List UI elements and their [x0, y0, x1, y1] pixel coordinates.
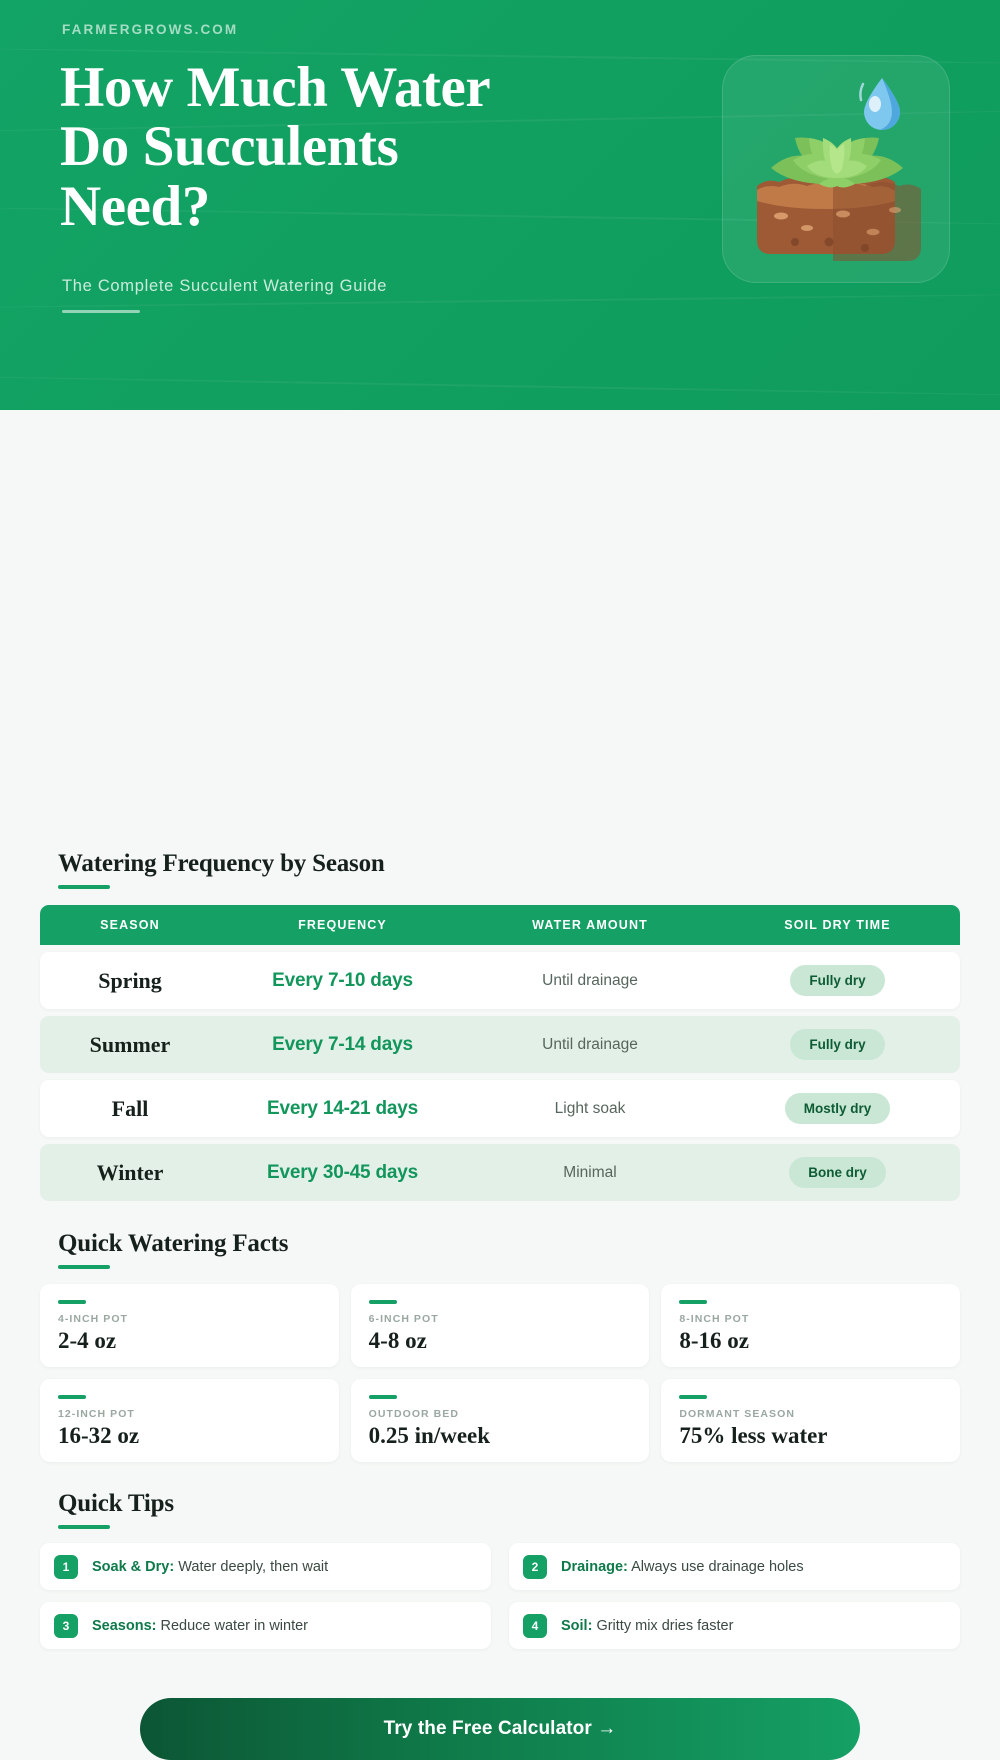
fact-label: 8-INCH POT — [679, 1313, 750, 1325]
quick-facts-grid — [40, 1284, 960, 1462]
fact-card — [661, 1284, 960, 1367]
amount-cell: Until drainage — [542, 971, 638, 989]
tips-section-title: Quick Tips — [58, 1490, 174, 1517]
frequency-cell: Every 7-14 days — [272, 1033, 413, 1055]
dry-time-cell — [715, 1157, 960, 1188]
tip-text — [561, 1559, 804, 1575]
fact-value: 75% less water — [679, 1423, 828, 1448]
season-cell: Summer — [89, 1031, 171, 1057]
tip-body: Gritty mix dries faster — [592, 1617, 734, 1634]
frequency-cell: Every 7-10 days — [272, 969, 413, 991]
season-cell: Winter — [96, 1159, 164, 1185]
dry-time-cell — [715, 1093, 960, 1124]
fact-label: DORMANT SEASON — [679, 1408, 795, 1420]
fact-label: OUTDOOR BED — [368, 1408, 459, 1420]
tip-title: Soak & Dry: — [92, 1558, 175, 1575]
table-section-heading — [58, 850, 385, 889]
tip-item — [509, 1543, 960, 1590]
column-header-frequency: FREQUENCY — [298, 918, 387, 932]
tip-text — [92, 1559, 328, 1575]
fact-card — [351, 1284, 650, 1367]
tips-section-heading — [58, 1490, 174, 1529]
tip-title: Soil: — [561, 1617, 593, 1634]
header-wave-line — [0, 375, 1000, 396]
status-badge: Fully dry — [790, 1029, 884, 1060]
quick-tips-grid — [40, 1543, 960, 1649]
amount-cell: Until drainage — [542, 1035, 638, 1053]
column-header-dry-time: SOIL DRY TIME — [784, 918, 891, 932]
succulent-in-soil-icon — [723, 56, 951, 284]
dry-time-cell — [715, 965, 960, 996]
fact-label: 12-INCH POT — [58, 1408, 135, 1420]
tip-item — [40, 1602, 491, 1649]
section-underline — [58, 885, 110, 889]
card-accent-bar — [679, 1300, 707, 1304]
dry-time-cell — [715, 1029, 960, 1060]
table-section-title: Watering Frequency by Season — [58, 850, 385, 877]
page-title-line-1: How Much Water — [60, 56, 491, 119]
frequency-cell: Every 14-21 days — [266, 1097, 419, 1119]
tip-number-badge: 3 — [54, 1614, 78, 1638]
fact-value: 8-16 oz — [679, 1328, 749, 1353]
card-accent-bar — [679, 1395, 707, 1399]
page-title-line-2: Do Succulents — [60, 115, 399, 179]
table-header-row — [40, 905, 960, 945]
facts-section-title: Quick Watering Facts — [58, 1230, 289, 1257]
section-underline — [58, 1265, 110, 1269]
tip-item — [40, 1543, 491, 1590]
tip-number-badge: 1 — [54, 1555, 78, 1579]
season-cell: Spring — [98, 967, 162, 993]
table-row — [40, 1016, 960, 1073]
tip-item — [509, 1602, 960, 1649]
site-brand-label: FARMERGROWS.COM — [62, 22, 239, 37]
fact-card — [661, 1379, 960, 1462]
fact-label: 6-INCH POT — [368, 1313, 439, 1325]
fact-value: 0.25 in/week — [368, 1423, 491, 1448]
facts-section-heading — [58, 1230, 288, 1269]
fact-value: 16-32 oz — [58, 1423, 140, 1448]
page-title-line-3: Need? — [60, 174, 210, 238]
card-accent-bar — [58, 1300, 86, 1304]
table-row — [40, 952, 960, 1009]
fact-card — [40, 1379, 339, 1462]
status-badge: Mostly dry — [785, 1093, 891, 1124]
fact-value: 2-4 oz — [58, 1328, 117, 1353]
card-accent-bar — [369, 1300, 397, 1304]
amount-cell: Light soak — [554, 1099, 626, 1117]
watering-frequency-table — [40, 905, 960, 1201]
amount-cell: Minimal — [563, 1163, 617, 1181]
column-header-amount: WATER AMOUNT — [532, 918, 648, 932]
fact-card — [351, 1379, 650, 1462]
subtitle-underline — [62, 310, 140, 313]
tip-title: Seasons: — [92, 1617, 157, 1634]
frequency-cell: Every 30-45 days — [266, 1161, 419, 1183]
section-underline — [58, 1525, 110, 1529]
tip-body: Always use drainage holes — [627, 1558, 804, 1575]
season-cell: Fall — [111, 1095, 149, 1121]
page-title — [60, 58, 680, 236]
page-subtitle: The Complete Succulent Watering Guide — [62, 277, 388, 295]
page-header — [0, 0, 1000, 410]
table-row — [40, 1080, 960, 1137]
fact-card — [40, 1284, 339, 1367]
tip-number-badge: 2 — [523, 1555, 547, 1579]
tip-body: Water deeply, then wait — [174, 1558, 329, 1575]
status-badge: Bone dry — [789, 1157, 886, 1188]
card-accent-bar — [369, 1395, 397, 1399]
tip-text — [561, 1618, 733, 1634]
column-header-season: SEASON — [100, 918, 160, 932]
try-calculator-button[interactable]: Try the Free Calculator → — [140, 1698, 860, 1760]
tip-number-badge: 4 — [523, 1614, 547, 1638]
card-accent-bar — [58, 1395, 86, 1399]
tip-body: Reduce water in winter — [156, 1617, 308, 1634]
fact-value: 4-8 oz — [368, 1328, 427, 1353]
table-row — [40, 1144, 960, 1201]
fact-label: 4-INCH POT — [58, 1313, 129, 1325]
tip-text — [92, 1618, 308, 1634]
status-badge: Fully dry — [790, 965, 884, 996]
tip-title: Drainage: — [561, 1558, 628, 1575]
hero-illustration-tile — [722, 55, 950, 283]
